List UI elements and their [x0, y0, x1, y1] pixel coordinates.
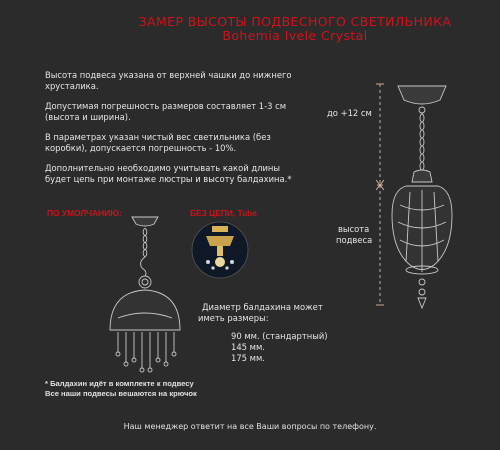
measure-height-label-2: подвеса: [336, 235, 373, 245]
measure-top-label: до +12 см: [327, 108, 372, 118]
info-paragraph-1: Высота подвеса указана от верхней чашки до нижнего хрусталика.: [45, 70, 292, 91]
info-paragraph-2: Допустимая погрешность размеров составляет 1-3 см (высота и ширина).: [45, 101, 287, 122]
page-title: ЗАМЕР ВЫСОТЫ ПОДВЕСНОГО СВЕТИЛЬНИКА: [138, 14, 452, 29]
chain-icon: [420, 114, 424, 170]
page-subtitle: Bohemia Ivele Crystal: [222, 28, 368, 43]
canopy-size-2: 145 мм.: [231, 342, 265, 352]
pendant-lamp-default-icon: [110, 217, 180, 372]
note-hook-mount: Все наши подвесы вешаются на крючок: [45, 389, 197, 398]
canopy-intro-1: Диаметр балдахина может: [202, 302, 323, 312]
canopy-intro-2: иметь размеры:: [198, 313, 269, 323]
default-variant-label: ПО УМОЛЧАНИЮ:: [47, 208, 122, 218]
info-paragraph-3: В параметрах указан чистый вес светильника (без коробки), допускается погрешность - 10%.: [45, 132, 271, 153]
tube-canopy-photo-icon: [192, 222, 248, 278]
info-paragraph-4: Дополнительно необходимо учитывать какой длины будет цепь при монтаже люстры и высоту балдахина.*: [45, 163, 292, 184]
pendant-lamp-right-icon: [392, 86, 452, 308]
canopy-size-3: 175 мм.: [231, 353, 265, 363]
no-chain-variant-label: БЕЗ ЦЕПИ, Tube: [190, 208, 257, 218]
canopy-size-1: 90 мм. (стандартный): [231, 331, 328, 341]
crystal-drops-icon: [116, 332, 176, 372]
measure-line: [376, 84, 384, 305]
footer-text: Наш менеджер ответит на все Ваши вопросы по телефону.: [123, 422, 377, 431]
note-canopy-included: * Балдахин идёт в комплекте к подвесу: [45, 379, 194, 388]
measure-height-label-1: высота: [338, 224, 370, 234]
